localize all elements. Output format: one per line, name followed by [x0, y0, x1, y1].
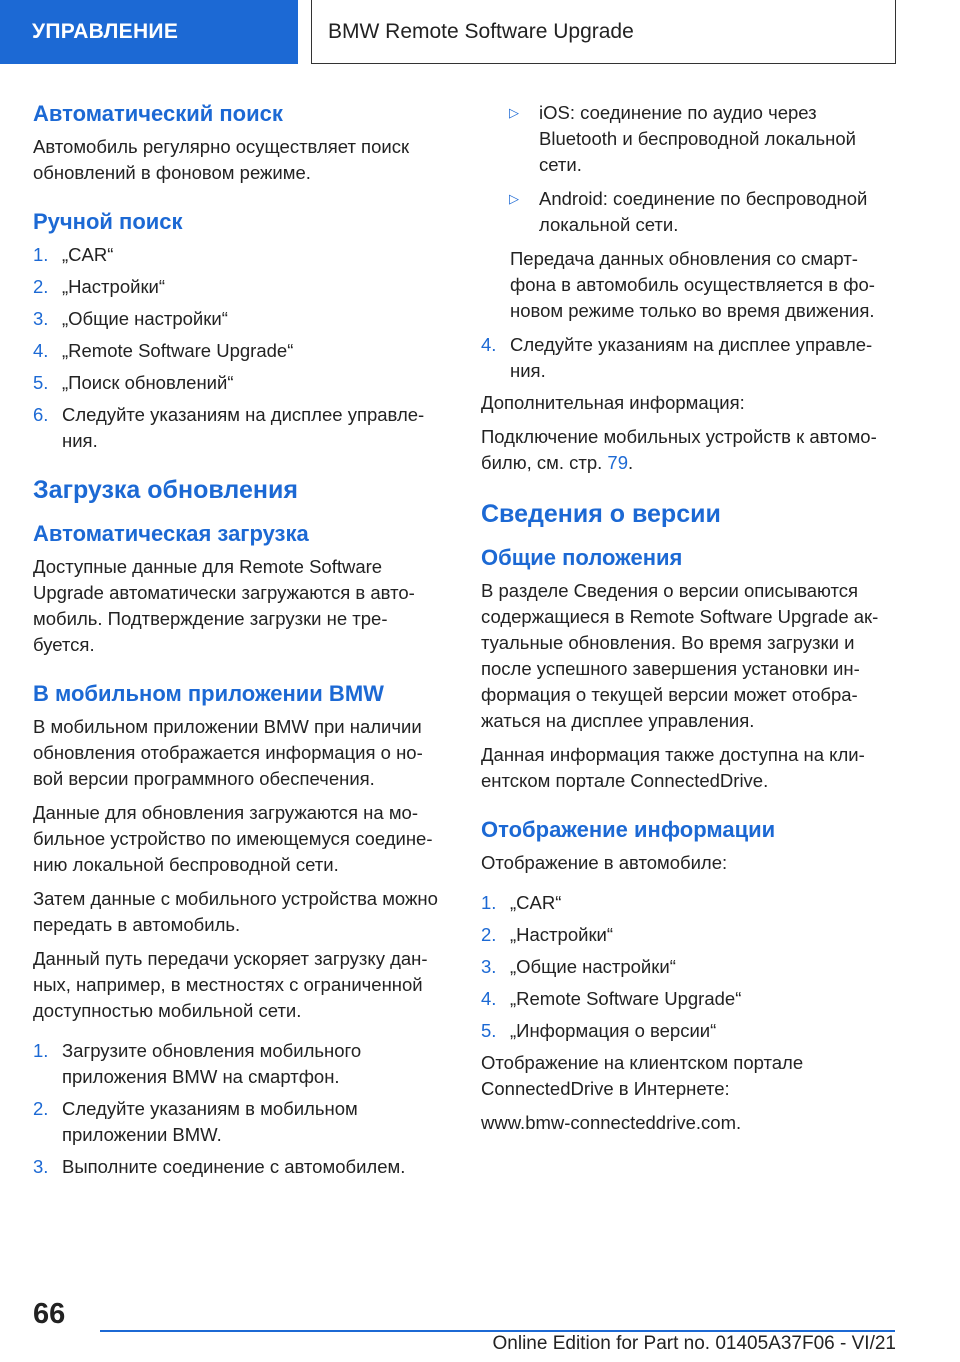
section-tab: УПРАВЛЕНИЕ [0, 0, 298, 64]
list-item [481, 100, 896, 178]
right-step-4 [481, 332, 896, 384]
step-number: 4. [481, 334, 497, 355]
step-number: 3. [33, 1156, 49, 1177]
app-download-heading: В мобильном приложении BMW [33, 681, 384, 706]
connect-text: Подключение мобильных устройств к автомо-билю, см. стр. [481, 426, 877, 473]
step-number: 4. [33, 340, 49, 361]
page-number: 66 [33, 1298, 66, 1330]
portal-text: Отображение на клиентском портале ConnectedDrive в Интернете: [481, 1052, 804, 1099]
step-number: 2. [481, 924, 497, 945]
triangle-bullet-icon: ▷ [509, 191, 519, 206]
step-text: „Remote Software Upgrade“ [62, 340, 294, 361]
manual-search-steps [33, 242, 448, 454]
step-text: Следуйте указаниям на дисплее управле-ния. [510, 334, 873, 381]
auto-download-text: Доступные данные для Remote Software Upgrade автоматически загружаются в авто-мобиль. Подтверждение загрузки не тре-буется. [33, 556, 415, 655]
step-text: „Настройки“ [510, 924, 614, 945]
display-steps [481, 890, 896, 1044]
step-number: 1. [33, 244, 49, 265]
list-item [481, 890, 896, 916]
step-number: 1. [33, 1040, 49, 1061]
list-item [33, 242, 448, 268]
step-text: Следуйте указаниям на дисплее управле-ния. [62, 404, 425, 451]
general-paragraph-2: Данная информация также доступна на кли-ентском портале ConnectedDrive. [481, 744, 865, 791]
list-item [33, 338, 448, 364]
version-heading: Сведения о версии [481, 500, 721, 528]
display-heading: Отображение информации [481, 817, 776, 842]
triangle-bullet-icon: ▷ [509, 105, 519, 120]
list-item [481, 1018, 896, 1044]
additional-info-label: Дополнительная информация: [481, 392, 745, 413]
connection-list [481, 100, 896, 238]
step-number: 2. [33, 276, 49, 297]
step-text: „Общие настройки“ [62, 308, 228, 329]
bullet-text: iOS: соединение по аудио через Bluetooth и беспроводной локальной сети. [539, 102, 856, 175]
list-item [481, 186, 896, 238]
auto-search-heading: Автоматический поиск [33, 101, 283, 126]
step-text: „Поиск обновлений“ [62, 372, 234, 393]
list-item [481, 986, 896, 1012]
list-item [33, 1154, 448, 1180]
step-text: Загрузите обновления мобильного приложения BMW на смартфон. [62, 1040, 362, 1087]
step-text: Выполните соединение с автомобилем. [62, 1156, 406, 1177]
step-text: „Общие настройки“ [510, 956, 676, 977]
footer-divider [100, 1330, 895, 1332]
step-number: 3. [33, 308, 49, 329]
list-item [33, 1038, 448, 1090]
step-number: 4. [481, 988, 497, 1009]
step-text: „CAR“ [510, 892, 562, 913]
app-paragraph-3: Затем данные с мобильного устройства можно передать в автомобиль. [33, 888, 438, 935]
step-text: „Информация о версии“ [510, 1020, 717, 1041]
display-intro: Отображение в автомобиле: [481, 852, 728, 873]
step-number: 3. [481, 956, 497, 977]
step-text: Следуйте указаниям в мобильном приложении BMW. [62, 1098, 358, 1145]
page-link[interactable]: 79 [607, 452, 628, 473]
auto-search-text: Автомобиль регулярно осуществляет поиск обновлений в фоновом режиме. [33, 136, 410, 183]
list-item [481, 954, 896, 980]
step-text: „CAR“ [62, 244, 114, 265]
edition-footer: Online Edition for Part no. 01405A37F06 - VI/21 [492, 1333, 896, 1354]
step-number: 2. [33, 1098, 49, 1119]
portal-url[interactable]: www.bmw-connecteddrive.com. [481, 1112, 742, 1133]
step-text: „Remote Software Upgrade“ [510, 988, 742, 1009]
auto-download-heading: Автоматическая загрузка [33, 521, 309, 546]
app-paragraph-1: В мобильном приложении BMW при наличии обновления отображается информация о но-вой версии программного обеспечения. [33, 716, 423, 789]
app-steps [33, 1038, 448, 1180]
list-item [33, 1096, 448, 1148]
list-item [33, 306, 448, 332]
step-number: 1. [481, 892, 497, 913]
download-heading: Загрузка обновления [33, 476, 298, 504]
list-item [33, 274, 448, 300]
step-number: 5. [33, 372, 49, 393]
list-item [481, 332, 896, 384]
left-column [33, 100, 448, 1186]
general-paragraph-1: В разделе Сведения о версии описываются содержащиеся в Remote Software Upgrade ак-туальные обновления. Во время загрузки и после успешного завершения установки ин-формация о текущей версии может отобра-жаться на дисплее управления. [481, 580, 879, 731]
connect-reference: Подключение мобильных устройств к автомо-билю, см. стр. 79. [481, 426, 877, 473]
transfer-note: Передача данных обновления со смарт-фона в автомобиль осуществляется в фо-новом режиме только во время движения. [510, 248, 875, 321]
general-heading: Общие положения [481, 545, 683, 570]
app-paragraph-4: Данный путь передачи ускоряет загрузку дан-ных, например, в местностях с ограниченной доступностью мобильной сети. [33, 948, 428, 1021]
step-number: 6. [33, 404, 49, 425]
app-paragraph-2: Данные для обновления загружаются на мо-бильное устройство по имеющемуся соедине-нию локальной беспроводной сети. [33, 802, 433, 875]
manual-search-heading: Ручной поиск [33, 209, 183, 234]
right-column [481, 100, 896, 1144]
step-number: 5. [481, 1020, 497, 1041]
bullet-text: Android: соединение по беспроводной локальной сети. [539, 188, 868, 235]
list-item [33, 370, 448, 396]
list-item [33, 402, 448, 454]
chapter-title: BMW Remote Software Upgrade [311, 0, 896, 64]
list-item [481, 922, 896, 948]
step-text: „Настройки“ [62, 276, 166, 297]
